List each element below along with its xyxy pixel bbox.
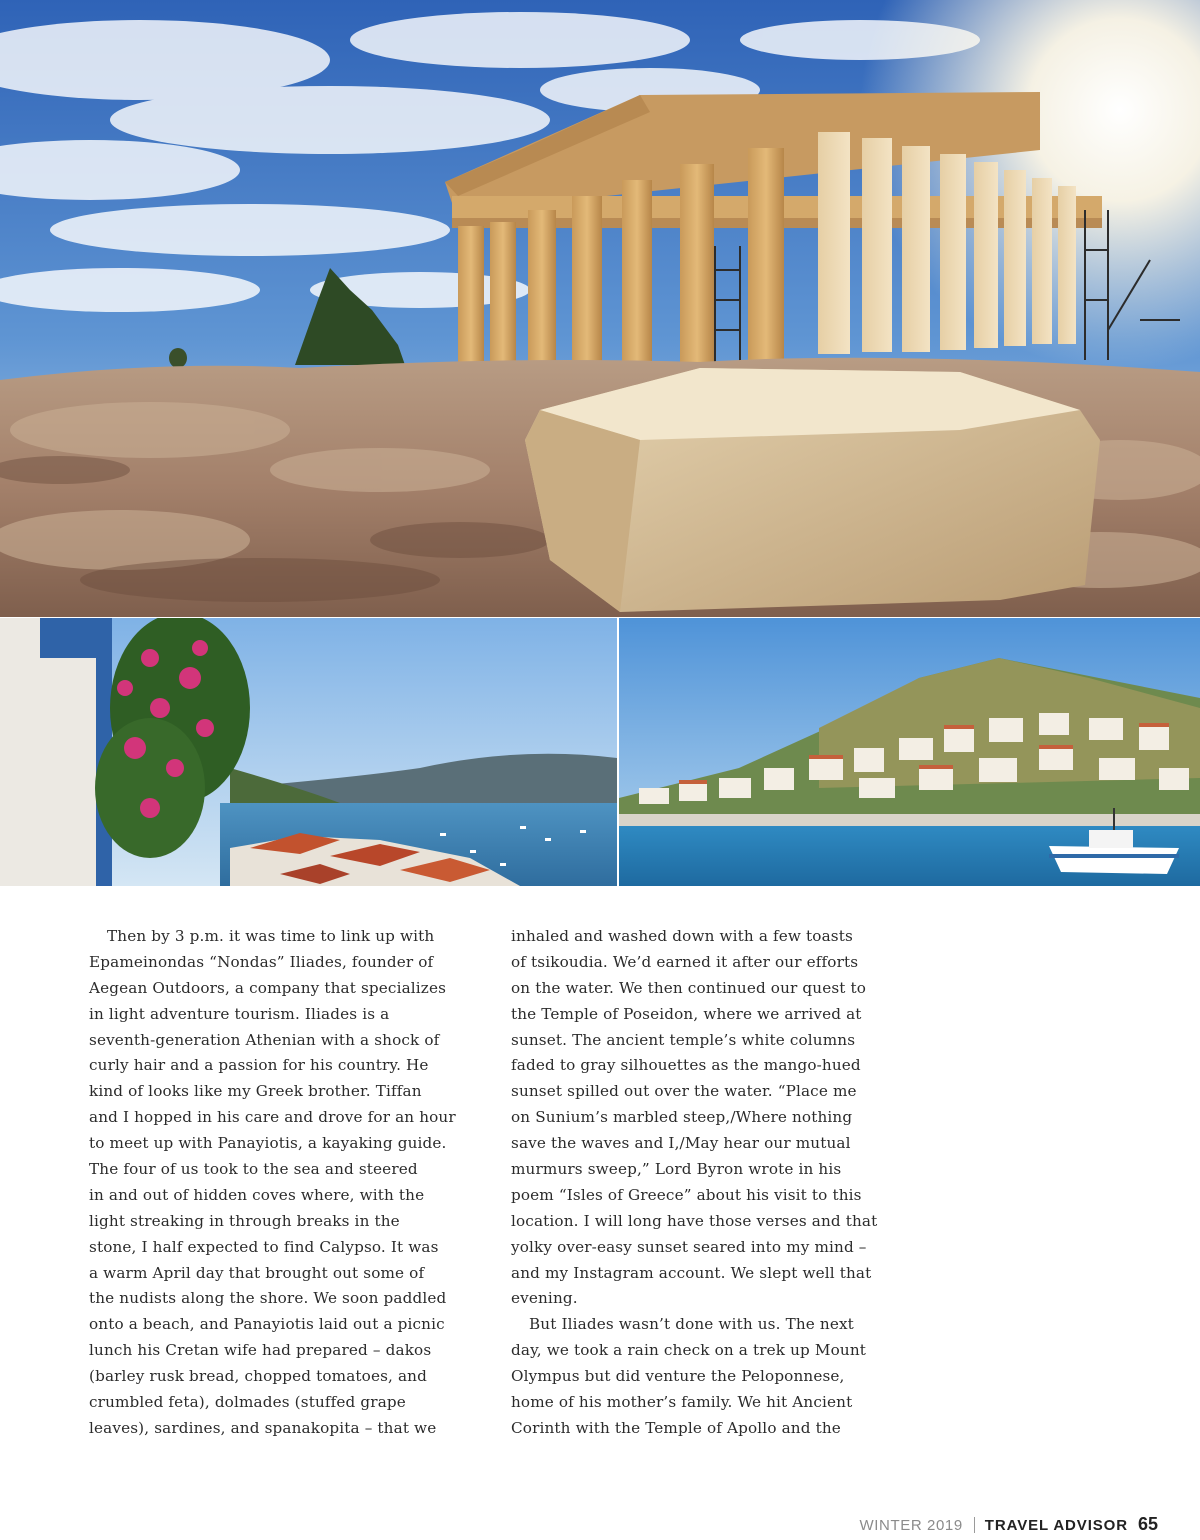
- body-text-line: kind of looks like my Greek brother. Tiffan: [89, 1082, 422, 1101]
- body-text-line: Olympus but did venture the Peloponnese,: [511, 1367, 845, 1386]
- page-footer: [860, 1514, 1159, 1536]
- body-text-line: in and out of hidden coves where, with the: [89, 1185, 425, 1204]
- body-text-line: day, we took a rain check on a trek up Mount: [511, 1341, 867, 1360]
- body-text-line: crumbled feta), dolmades (stuffed grape: [89, 1393, 406, 1412]
- body-text-line: yolky over-easy sunset seared into my mind –: [511, 1237, 867, 1256]
- body-text-line: light streaking in through breaks in the: [89, 1211, 400, 1230]
- body-text-line: Aegean Outdoors, a company that specializes: [89, 978, 447, 997]
- body-text-line: stone, I half expected to find Calypso. It was: [89, 1237, 439, 1256]
- body-text-line: murmurs sweep,” Lord Byron wrote in his: [511, 1160, 842, 1179]
- body-text-line: curly hair and a passion for his country. He: [89, 1056, 429, 1075]
- body-text-line: seventh-generation Athenian with a shock of: [89, 1030, 440, 1049]
- body-text-line: (barley rusk bread, chopped tomatoes, and: [89, 1367, 427, 1386]
- body-text-line: save the waves and I,/May hear our mutual: [511, 1134, 851, 1153]
- body-text-line: Corinth with the Temple of Apollo and the: [511, 1418, 841, 1437]
- town-illustration: [619, 618, 1200, 886]
- issue-date: WINTER 2019: [859, 1517, 963, 1534]
- parthenon-illustration: [0, 0, 1200, 617]
- body-text-line: The four of us took to the sea and steered: [89, 1160, 418, 1179]
- body-text-line: and my Instagram account. We slept well that: [511, 1263, 872, 1282]
- body-text-line: faded to gray silhouettes as the mango-hued: [511, 1056, 861, 1075]
- body-text-line: sunset. The ancient temple’s white columns: [511, 1030, 856, 1049]
- article-column-right: [511, 924, 911, 1442]
- body-text-line: But Iliades wasn’t done with us. The next: [529, 1315, 854, 1334]
- harbor-photo: [0, 618, 617, 886]
- harbor-illustration: [0, 618, 617, 886]
- body-text-line: inhaled and washed down with a few toasts: [511, 927, 853, 945]
- body-text-line: of tsikoudia. We’d earned it after our efforts: [511, 952, 859, 971]
- body-text-line: location. I will long have those verses and that: [511, 1211, 878, 1230]
- body-text-line: sunset spilled out over the water. “Place me: [511, 1082, 857, 1101]
- body-text-line: Then by 3 p.m. it was time to link up with: [107, 927, 435, 945]
- body-text-line: leaves), sardines, and spanakopita – that we: [89, 1418, 437, 1437]
- body-text-line: evening.: [511, 1289, 578, 1308]
- body-text-line: on the water. We then continued our quest to: [511, 978, 867, 997]
- body-text-line: and I hopped in his care and drove for an hour: [89, 1108, 456, 1127]
- magazine-name: TRAVEL ADVISOR: [984, 1517, 1128, 1534]
- page-number: 65: [1137, 1514, 1158, 1534]
- body-text-line: Epameinondas “Nondas” Iliades, founder of: [89, 952, 434, 971]
- body-text-line: onto a beach, and Panayiotis laid out a picnic: [89, 1315, 445, 1334]
- body-text-line: on Sunium’s marbled steep,/Where nothing: [511, 1108, 853, 1127]
- body-text-line: to meet up with Panayiotis, a kayaking guide.: [89, 1134, 447, 1153]
- body-text-line: home of his mother’s family. We hit Ancient: [511, 1393, 853, 1412]
- body-text-line: poem “Isles of Greece” about his visit to this: [511, 1185, 862, 1204]
- parthenon-photo: [0, 0, 1200, 617]
- body-text-line: a warm April day that brought out some of: [89, 1263, 425, 1282]
- body-text-line: the nudists along the shore. We soon paddled: [89, 1289, 447, 1308]
- article-column-left: [89, 924, 489, 1442]
- body-text-line: in light adventure tourism. Iliades is a: [89, 1004, 390, 1023]
- footer-divider: [974, 1517, 975, 1533]
- body-text-line: lunch his Cretan wife had prepared – dakos: [89, 1341, 432, 1360]
- body-text-line: the Temple of Poseidon, where we arrived at: [511, 1004, 862, 1023]
- town-photo: [619, 618, 1200, 886]
